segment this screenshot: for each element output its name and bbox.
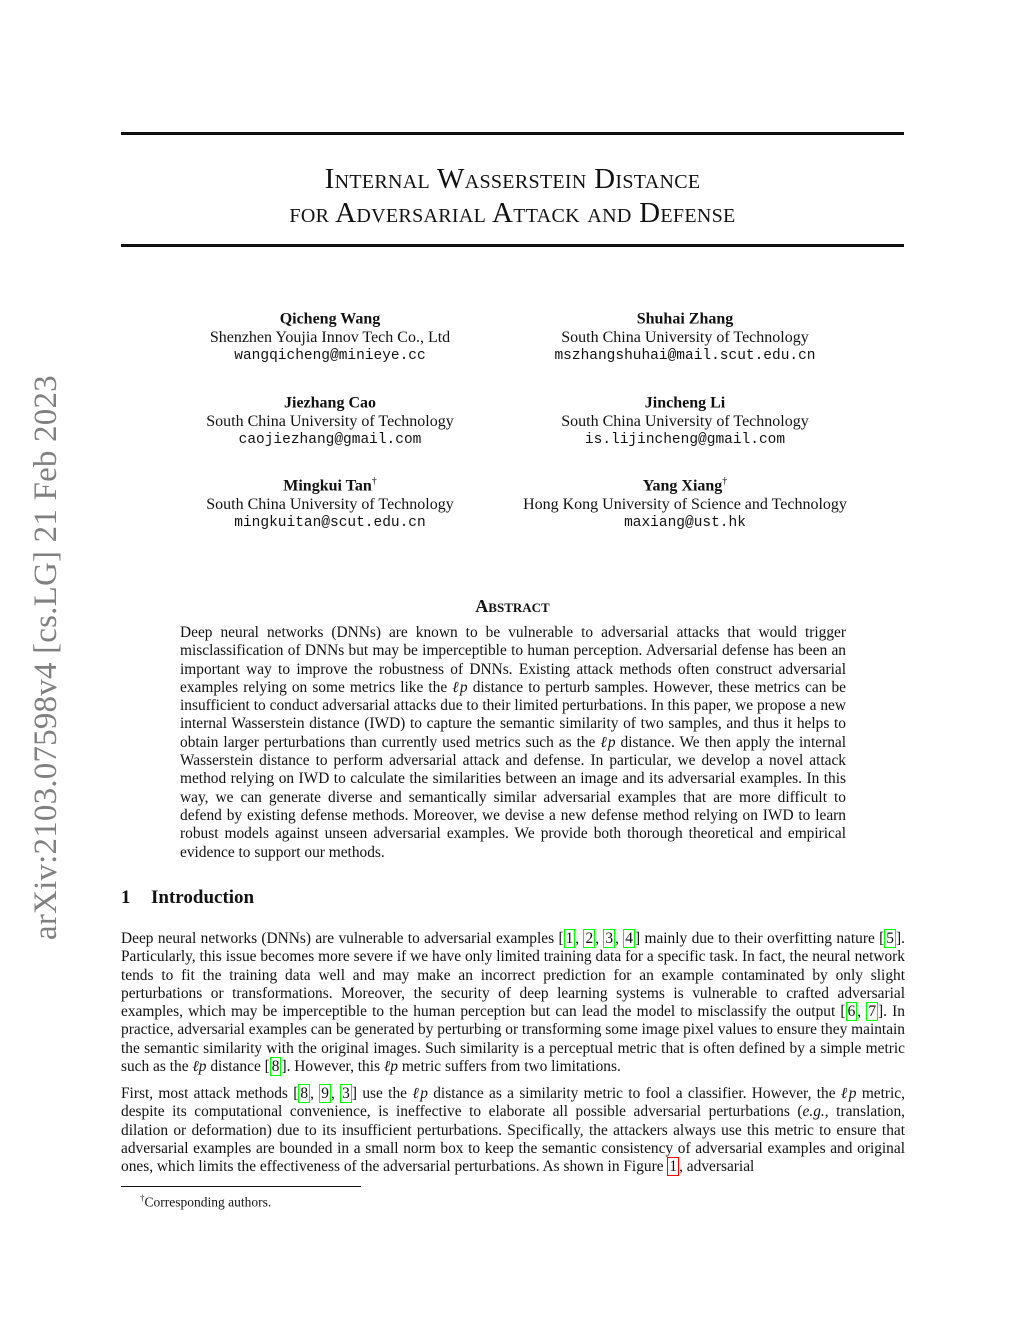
citation-link[interactable]: 9 [321, 1085, 329, 1102]
dagger-mark: † [371, 476, 377, 487]
paragraph-text: ]. Particularly, this issue becomes more severe if we have only limited training data for a specific task. In fact, the neural network tends to fit the training data well and may make an incorrect prediction for an example contaminated by only slight perturbations or transformations. Moreover, the security of deep learning systems is vulnerable to crafted adversarial examples, which may be imperceptible to the human perception but can lead the model to misclassify the output [ [121, 930, 905, 1021]
title-line-1: Internal Wasserstein Distance [324, 163, 701, 195]
citation-link[interactable]: 8 [271, 1058, 280, 1076]
arxiv-identifier: arXiv:2103.07598v4 [cs.LG] 21 Feb 2023 [28, 375, 64, 940]
intro-paragraph-1 [121, 930, 905, 1076]
author-name: Jiezhang Cao [284, 394, 376, 412]
paragraph-text: First, most attack methods [ [121, 1085, 299, 1102]
author-name: Mingkui Tan [283, 477, 372, 495]
title-bottom-rule [121, 244, 904, 247]
emphasis-text: e.g. [802, 1103, 825, 1121]
author-affiliation: South China University of Technology [206, 413, 454, 431]
abstract-heading: Abstract [475, 596, 550, 616]
author-affiliation: South China University of Technology [206, 496, 454, 514]
author-name: Jincheng Li [644, 394, 726, 412]
citation-link[interactable]: 4 [625, 930, 633, 947]
author-affiliation: South China University of Technology [561, 413, 809, 431]
paragraph-text: metric, despite its computational convenience, is ineffective to elaborate all possible adversarial perturbations ( [121, 1085, 905, 1121]
section-heading [121, 887, 254, 909]
lp-symbol: ℓp [840, 1085, 857, 1102]
author-block [150, 305, 510, 366]
abstract-text: distance. We then apply the internal Wasserstein distance to perform adversarial attack and defense. In particular, we develop a novel attack method relying on IWD to calculate the similarities between an image and its adversarial examples. In this way, we can generate diverse and semantically similar adversarial examples that are more difficult to defend by existing defense methods. Moreover, we devise a new defense method relying on IWD to learn robust models against unseen adversarial examples. We provide both thorough theoretical and empirical evidence to support our methods. [180, 733, 846, 861]
paragraph-text: , [575, 930, 584, 947]
paragraph-text: , [330, 1085, 341, 1102]
citation-link[interactable]: 3 [342, 1085, 350, 1102]
lp-symbol: ℓp [452, 678, 468, 696]
paragraph-text: , [615, 930, 624, 947]
intro-paragraph-2 [121, 1085, 905, 1176]
paragraph-text: , [310, 1085, 320, 1102]
paper-title [121, 162, 904, 230]
paragraph-text: Deep neural networks (DNNs) are vulnerable to adversarial examples [ [121, 930, 564, 947]
lp-symbol: ℓp [412, 1085, 428, 1102]
title-top-rule [121, 132, 904, 135]
author-name: Shuhai Zhang [636, 310, 734, 328]
author-email[interactable]: maxiang@ust.hk [624, 515, 746, 532]
paragraph-text: , [857, 1003, 867, 1021]
abstract-text: Deep neural networks (DNNs) are known to be vulnerable to adversarial attacks that would trigger misclassification of DNNs but may be imperceptible to human perception. Adversarial defense has been an important way to improve the robustness of DNNs. Existing attack methods often construct adversarial examples relying on some metrics like the [180, 624, 846, 696]
author-block [150, 472, 510, 533]
author-name: Qicheng Wang [279, 310, 381, 328]
author-email[interactable]: mingkuitan@scut.edu.cn [234, 515, 426, 532]
lp-symbol: ℓp [600, 733, 616, 751]
paragraph-text: metric suffers from two limitations. [397, 1058, 621, 1076]
footnote-rule [121, 1186, 361, 1187]
footnote [140, 1193, 271, 1211]
lp-symbol: ℓp [383, 1058, 398, 1076]
dagger-mark: † [722, 476, 728, 487]
author-block [505, 472, 865, 533]
citation-link[interactable]: 3 [605, 930, 614, 947]
citation-link[interactable]: 7 [868, 1003, 877, 1021]
author-affiliation: South China University of Technology [561, 329, 809, 347]
paragraph-text: distance [ [206, 1058, 270, 1076]
figure-link[interactable]: 1 [669, 1158, 678, 1176]
author-block [505, 389, 865, 450]
author-email[interactable]: wangqicheng@minieye.cc [234, 348, 426, 365]
paragraph-text: ] mainly due to their overfitting nature [ [635, 930, 885, 947]
author-block [505, 305, 865, 366]
author-affiliation: Hong Kong University of Science and Technology [523, 496, 847, 514]
paragraph-text: , adversarial [679, 1158, 755, 1176]
paragraph-text: ] use the [351, 1085, 413, 1102]
paragraph-text: ]. However, this [281, 1058, 384, 1076]
section-title: Introduction [151, 887, 255, 908]
paragraph-text: distance as a similarity metric to fool a classifier. However, the [427, 1085, 841, 1102]
author-affiliation: Shenzhen Youjia Innov Tech Co., Ltd [209, 329, 451, 347]
paragraph-text: , translation, dilation or deformation) due to its insufficient perturbations. Specifically, the attackers always use this metric to ensure that adversarial examples are bounded in a small norm box to keep the semantic consistency of adversarial examples and original ones, which limits the effectiveness of the adversarial perturbations. As shown in Figure [121, 1103, 905, 1176]
author-name: Yang Xiang [642, 477, 723, 495]
lp-symbol: ℓp [192, 1058, 207, 1076]
author-email[interactable]: is.lijincheng@gmail.com [584, 432, 786, 449]
paragraph-text: , [595, 930, 604, 947]
author-email[interactable]: mszhangshuhai@mail.scut.edu.cn [554, 348, 816, 365]
section-number: 1 [121, 887, 131, 908]
title-line-2: for Adversarial Attack and Defense [289, 197, 736, 229]
author-email[interactable]: caojiezhang@gmail.com [238, 432, 422, 449]
abstract-body [180, 624, 846, 862]
citation-link[interactable]: 8 [300, 1085, 309, 1102]
citation-link[interactable]: 6 [847, 1003, 856, 1021]
footnote-mark: † [140, 1193, 145, 1203]
author-block [150, 389, 510, 450]
citation-link[interactable]: 1 [565, 930, 574, 947]
citation-link[interactable]: 2 [585, 930, 594, 947]
footnote-text: Corresponding authors. [144, 1194, 272, 1210]
abstract-text: distance to perturb samples. However, these metrics can be insufficient to conduct adversarial attacks due to their limited perturbations. In this paper, we propose a new internal Wasserstein distance (IWD) to capture the semantic similarity of two samples, and thus it helps to obtain larger perturbations than currently used metrics such as the [180, 678, 846, 751]
citation-link[interactable]: 5 [886, 930, 894, 947]
paragraph-text: ]. In practice, adversarial examples can be generated by perturbing or transforming some image pixel values to ensure they maintain the semantic similarity with the original images. Such similarity is a perceptual metric that is often defined by a simple metric such as the [121, 1003, 905, 1076]
